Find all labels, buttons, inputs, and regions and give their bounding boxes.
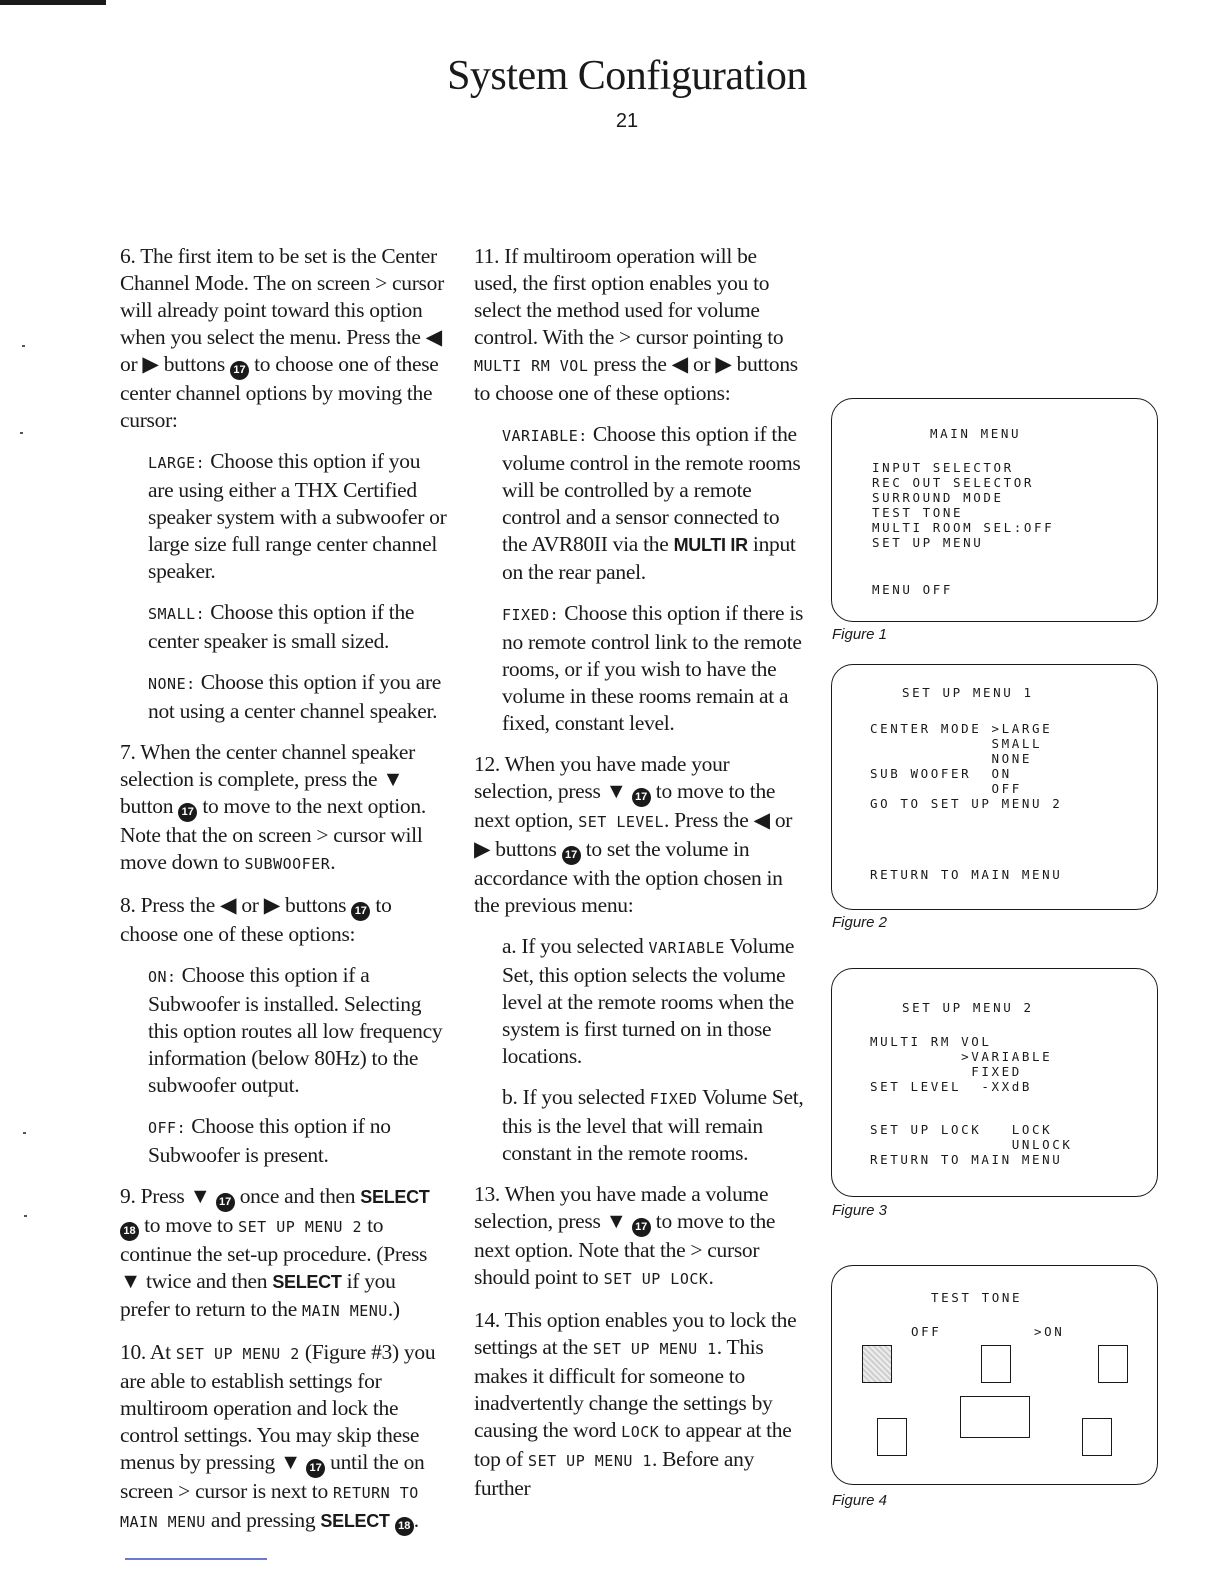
step-13: 13. When you have made a volume selection, press ▼ 17 to move to the next option. Note that the > cursor should point to SET UP LOCK.: [474, 1182, 776, 1289]
figure-3-body-lock: SET UP LOCK LOCK UNLOCK RETURN TO MAIN MENU: [870, 1122, 1073, 1167]
speaker-center-icon: [981, 1345, 1011, 1383]
button-17-icon: 17: [351, 902, 370, 921]
option-large: LARGE: Choose this option if you are using either a THX Certified speaker system with a subwoofer or large size full range center channel speaker.: [148, 449, 447, 583]
step-12a: a. If you selected VARIABLE Volume Set, this option selects the volume level at the remote rooms when the system is first turned on in those locations.: [502, 934, 795, 1068]
figure-4-on-label: >ON: [1034, 1324, 1065, 1339]
option-variable: VARIABLE: Choose this option if the volume control in the remote rooms will be controlled by a remote control and a sensor connected to the AVR80II via the MULTI IR input on the rear panel.: [502, 422, 801, 584]
figure-2-title: SET UP MENU 1: [902, 685, 1034, 700]
figure-2-footer: RETURN TO MAIN MENU: [870, 867, 1063, 882]
middle-column: [474, 243, 804, 1516]
figure-1-title: MAIN MENU: [930, 426, 1022, 441]
figure-3-caption: Figure 3: [832, 1202, 888, 1219]
step-12b: b. If you selected FIXED Volume Set, this is the level that will remain constant in the remote rooms.: [502, 1085, 804, 1165]
button-17-icon: 17: [216, 1193, 235, 1212]
scan-speck: [24, 1215, 27, 1217]
step-6: 6. The first item to be set is the Center Channel Mode. The on screen > cursor will already point toward this option when you select the menu. Press the ◀ or ▶ buttons 17 to choose one of these center channel options by moving the cursor:: [120, 244, 444, 432]
option-on: ON: Choose this option if a Subwoofer is installed. Selecting this option routes all low frequency information (below 80Hz) to the subwoofer output.: [148, 963, 443, 1097]
subwoofer-icon: [960, 1396, 1030, 1438]
figure-4-title: TEST TONE: [931, 1290, 1023, 1305]
step-7: 7. When the center channel speaker selection is complete, press the ▼ button 17 to move to the next option. Note that the on screen > cursor will move down to SUBWOOFER.: [120, 740, 426, 874]
step-11: 11. If multiroom operation will be used, the first option enables you to select the method used for volume control. With the > cursor pointing to MULTI RM VOL press the ◀ or ▶ buttons to choose one of these options:: [474, 244, 798, 405]
figure-3-title: SET UP MENU 2: [902, 1000, 1034, 1015]
speaker-surround-right-icon: [1082, 1418, 1112, 1456]
figure-1-screen: [831, 398, 1158, 622]
option-small: SMALL: Choose this option if the center speaker is small sized.: [148, 600, 415, 653]
figure-1-caption: Figure 1: [832, 626, 888, 643]
page-title: System Configuration: [447, 53, 807, 99]
speaker-surround-left-icon: [877, 1418, 907, 1456]
bottom-rule: [125, 1558, 267, 1560]
option-off: OFF: Choose this option if no Subwoofer is present.: [148, 1114, 391, 1167]
option-fixed: FIXED: Choose this option if there is no remote control link to the remote rooms, or if you wish to have the volume in these rooms remain at a fixed, constant level.: [502, 601, 804, 735]
figure-4-caption: Figure 4: [832, 1492, 888, 1509]
figure-2-caption: Figure 2: [832, 914, 888, 931]
button-17-icon: 17: [178, 803, 197, 822]
figure-4-screen: [831, 1265, 1158, 1485]
figure-3-screen: [831, 968, 1158, 1197]
step-12: 12. When you have made your selection, press ▼ 17 to move to the next option, SET LEVEL. Press the ◀ or ▶ buttons 17 to set the volume in accordance with the option chosen in the previous menu:: [474, 752, 793, 917]
scan-speck: [20, 432, 23, 434]
scan-speck: [23, 1132, 26, 1134]
button-17-icon: 17: [632, 788, 651, 807]
figure-3-body: MULTI RM VOL >VARIABLE FIXED SET LEVEL -XXdB: [870, 1034, 1053, 1094]
figure-1-footer: MENU OFF: [872, 582, 954, 597]
option-none: NONE: Choose this option if you are not using a center channel speaker.: [148, 670, 442, 723]
figure-2-screen: [831, 664, 1158, 910]
page-number: 21: [615, 110, 639, 132]
button-17-icon: 17: [306, 1459, 325, 1478]
speaker-front-right-icon: [1098, 1345, 1128, 1383]
step-8: 8. Press the ◀ or ▶ buttons 17 to choose one of these options:: [120, 893, 392, 946]
button-18-icon: 18: [120, 1222, 139, 1241]
step-14: 14. This option enables you to lock the settings at the SET UP MENU 1. This makes it difficult for someone to inadvertently change the settings by causing the word LOCK to appear at the top of SET UP MENU 1. Before any further: [474, 1308, 797, 1500]
button-17-icon: 17: [632, 1218, 651, 1237]
button-17-icon: 17: [562, 846, 581, 865]
button-18-icon: 18: [395, 1517, 414, 1536]
left-column: [120, 243, 450, 1550]
scan-artifact: [0, 0, 106, 5]
scan-speck: [22, 345, 25, 347]
figure-4-off-label: OFF: [911, 1324, 942, 1339]
button-17-icon: 17: [230, 361, 249, 380]
step-9: 9. Press ▼ 17 once and then SELECT 18 to move to SET UP MENU 2 to continue the set-up procedure. (Press ▼ twice and then SELECT if you prefer to return to the MAIN MENU.): [120, 1184, 430, 1321]
figure-2-body: CENTER MODE >LARGE SMALL NONE SUB WOOFER ON OFF GO TO SET UP MENU 2: [870, 721, 1063, 811]
speaker-front-left-icon: [862, 1345, 892, 1383]
figure-1-menu-lines: INPUT SELECTOR REC OUT SELECTOR SURROUND MODE TEST TONE MULTI ROOM SEL:OFF SET UP MENU: [872, 460, 1055, 550]
step-10: 10. At SET UP MENU 2 (Figure #3) you are able to establish settings for multiroom operation and lock the control settings. You may skip these menus by pressing ▼ 17 until the on screen > cursor is next to RETURN TO MAIN MENU and pressing SELECT 18 .: [120, 1339, 450, 1536]
